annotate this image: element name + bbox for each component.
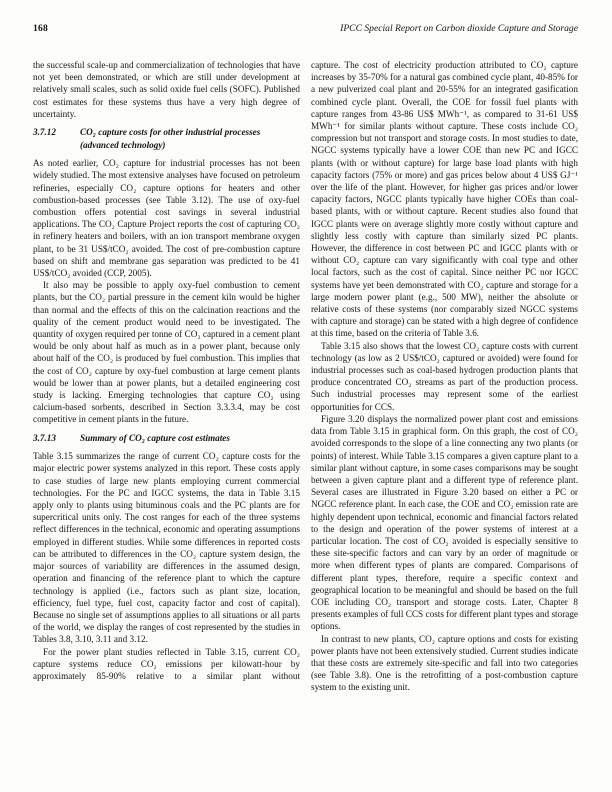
section-number: 3.7.13 <box>33 432 56 443</box>
paragraph-industrial-capture: As noted earlier, CO₂ capture for industrial processes has not been widely studied. The most extensive analyses have focused on petroleum refineries, especially CO₂ capture options for heaters and other combustion-based processes (see Table 3.12). The use of oxy-fuel combustion offers potential cost savings in several industrial applications. The CO₂ Capture Project reports the cost of capturing CO₂ in refinery heaters and boilers, with an ion transport membrane oxygen plant, to be 31 US$/tCO₂ avoided. The cost of pre-combustion capture based on shift and membrane gas separation was predicted to be 41 US$/tCO₂ avoided (CCP, 2005). <box>33 158 300 279</box>
paragraph-table-315-summary: Table 3.15 summarizes the range of current CO₂ capture costs for the major electric power systems analyzed in this report. These costs apply to case studies of large new plants employing current commercial technologies. For the PC and IGCC systems, the data in Table 3.15 apply only to plants using bituminous coals and the PC plants are for supercritical units only. The cost ranges for each of the three systems reflect differences in the technical, economic and operating assumptions employed in different studies. While some differences in reported costs can be attributed to differences in the CO₂ capture system design, the major sources of variability are differences in the assumed design, operation and financing of the reference plant to which the capture technology is applied (i.e., factors such as plant size, location, efficiency, fuel type, fuel cost, capacity factor and cost of capital). Because no single set of assumptions applies to all situations or all parts of the world, we display the ranges of cost represented by the studies in Tables 3.8, 3.10, 3.11 and 3.12. <box>33 451 300 645</box>
paragraph-coe-comparison: capture. The cost of electricity production attributed to CO₂ capture increases by 35-70% for a natural gas combined cycle plant, 40-85% for a new pulverized coal plant and 20-55% for an integrated gasification combined cycle plant. Overall, the COE for fossil fuel plants with capture ranges from 43-86 US$ MWh⁻¹, as compared to 31-61 US$ MWh⁻¹ for similar plants without capture. These costs include CO₂ compression but not transport and storage costs. In most studies to date, NGCC systems typically have a lower COE than new PC and IGCC plants (with or without capture) for large base load plants with high capacity factors (75% or more) and gas prices below about 4 US$ GJ⁻¹ over the life of the plant. However, for higher gas prices and/or lower capacity factors, NGCC plants typically have higher COEs than coal-based plants, with or without capture. Recent studies also found that IGCC plants were on average slightly more costly without capture and slightly less costly with capture than similarly sized PC plants. However, the difference in cost between PC and IGCC plants with or without CO₂ capture can vary significantly with coal type and other local factors, such as the cost of capital. Since neither PC nor IGCC systems have yet been demonstrated with CO₂ capture and storage for a large modern power plant (e.g., 500 MW), neither the absolute or relative costs of these systems (nor comparably sized NGCC systems with capture and storage) can be stated with a high degree of confidence at this time, based on the criteria of Table 3.6. <box>311 60 578 339</box>
column-right <box>311 59 578 694</box>
section-heading-3-7-13 <box>33 432 300 445</box>
section-number: 3.7.12 <box>33 127 56 138</box>
paragraph-cement-oxyfuel: It also may be possible to apply oxy-fuel combustion to cement plants, but the CO₂ partial pressure in the cement kiln would be higher than normal and the effects of this on the calcination reactions and the quality of the cement product would need to be investigated. The quantity of oxygen required per tonne of CO₂ captured in a cement plant would be only about half as much as in a power plant, because only about half of the CO₂ is produced by fuel combustion. This implies that the cost of CO₂ capture by oxy-fuel combustion at large cement plants would be lower than at power plants, but a detailed engineering cost study is lacking. Emerging technologies that capture CO₂ using calcium-based sorbents, described in Section 3.3.3.4, may be cost competitive in cement plants in the future. <box>33 280 300 425</box>
column-left <box>33 59 300 694</box>
running-title: IPCC Special Report on Carbon dioxide Capture and Storage <box>340 23 578 34</box>
page-header <box>33 23 578 35</box>
paragraph-lowest-capture-costs: Table 3.15 also shows that the lowest CO₂ capture costs with current technology (as low as 2 US$/tCO₂ captured or avoided) were found for industrial processes such as coal-based hydrogen production plants that produce concentrated CO₂ streams as part of the production process. Such industrial processes may represent some of the earliest opportunities for CCS. <box>311 340 578 412</box>
section-title: Summary of CO₂ capture cost estimates <box>80 432 230 443</box>
paragraph-power-plant-studies: For the power plant studies reflected in Table 3.15, current CO₂ capture systems reduce CO₂ emissions per kilowatt-hour by approximately 85-90% relative to a similar plant without <box>33 646 300 681</box>
paragraph-figure-320: Figure 3.20 displays the normalized power plant cost and emissions data from Table 3.15 in graphical form. On this graph, the cost of CO₂ avoided corresponds to the slope of a line connecting any two plants (or points) of interest. While Table 3.15 compares a given capture plant to a similar plant without capture, in some cases comparisons may be sought between a given capture plant and a different type of reference plant. Several cases are illustrated in Figure 3.20 based on either a PC or NGCC reference plant. In each case, the COE and CO₂ emission rate are highly dependent upon technical, economic and financial factors related to the design and operation of the power systems of interest at a particular location. The cost of CO₂ avoided is especially sensitive to these site-specific factors and can vary by an order of magnitude or more when different types of plants are compared. Comparisons of different plant types, therefore, require a specific context and geographical location to be meaningful and should be based on the full COE including CO₂ transport and storage costs. Later, Chapter 8 presents examples of full CCS costs for different plant types and storage options. <box>311 413 578 632</box>
text-columns <box>33 59 578 694</box>
section-title: CO₂ capture costs for other industrial processes (advanced technology) <box>80 127 261 150</box>
page-number: 168 <box>33 23 48 34</box>
paragraph-existing-plants: In contrast to new plants, CO₂ capture options and costs for existing power plants have not been extensively studied. Current studies indicate that these costs are extremely site-specific and fall into two categories (see Table 3.8). One is the retrofitting of a post-combustion capture system to the existing unit. <box>311 633 578 693</box>
section-heading-3-7-12 <box>33 126 300 151</box>
paragraph-continuation-sofc: the successful scale-up and commercialization of technologies that have not yet been demonstrated, or which are still under development at relatively small scales, such as solid oxide fuel cells (SOFC). Published cost estimates for these systems thus have a very high degree of uncertainty. <box>33 60 300 119</box>
